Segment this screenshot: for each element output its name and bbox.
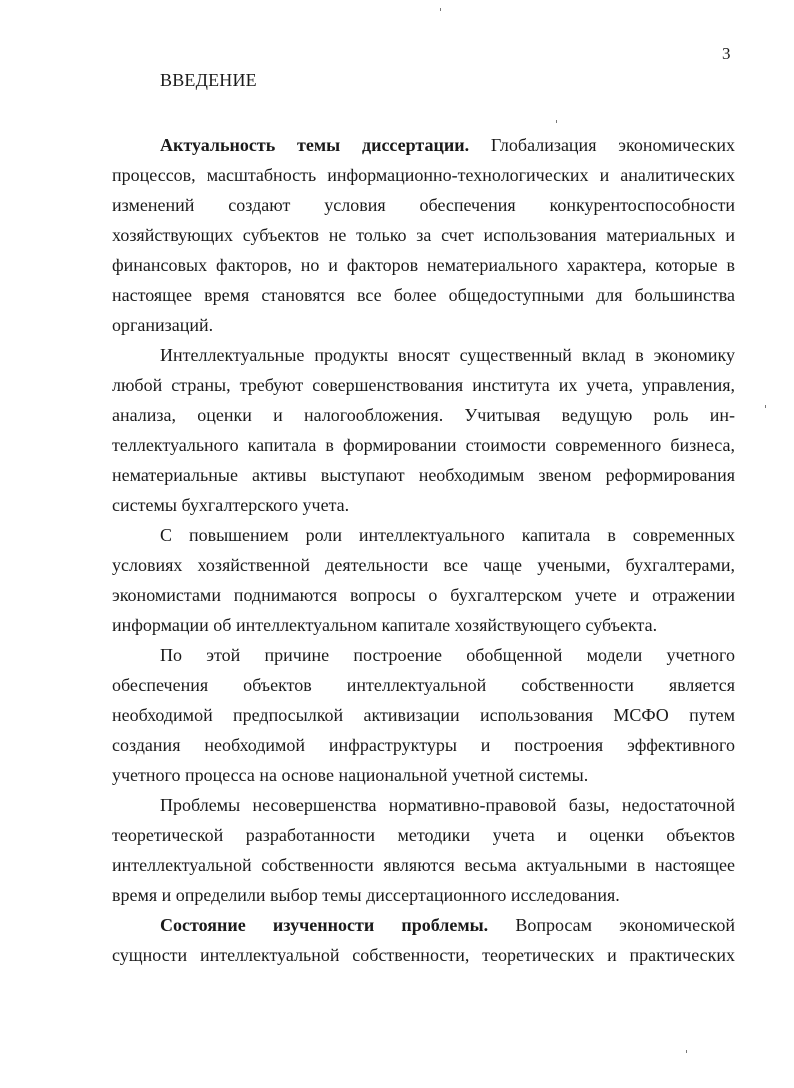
line-text: настоящее время становятся все более общедоступными для большинства	[112, 285, 735, 305]
text-line	[112, 550, 735, 580]
line-text: По этой причине построение обобщенной модели учетного	[160, 645, 735, 665]
line-text: анализа, оценки и налогообложения. Учитывая ведущую роль ин-	[112, 405, 735, 425]
text-line	[112, 700, 735, 730]
line-text: изменений создают условия обеспечения конкурентоспособности	[112, 195, 735, 215]
line-text: сущности интеллектуальной собственности, теоретических и практических	[112, 945, 735, 965]
text-line	[112, 190, 735, 220]
line-text: экономистами поднимаются вопросы о бухгалтерском учете и отражении	[112, 585, 735, 605]
scan-speck	[686, 1050, 687, 1053]
text-line	[112, 640, 735, 670]
line-text: время и определили выбор темы диссертационного исследования.	[112, 885, 620, 905]
text-line	[112, 250, 735, 280]
line-text: интеллектуальной собственности являются весьма актуальными в настоящее	[112, 855, 735, 875]
scan-speck	[765, 405, 766, 408]
text-line	[112, 460, 735, 490]
bold-lead: Состояние изученности проблемы.	[160, 915, 489, 935]
line-text: процессов, масштабность информационно-технологических и аналитических	[112, 165, 735, 185]
text-line	[112, 310, 735, 340]
text-line	[112, 130, 735, 160]
paragraph	[112, 910, 735, 970]
text-line	[112, 760, 735, 790]
paragraph	[112, 340, 735, 520]
text-line	[112, 340, 735, 370]
line-text: системы бухгалтерского учета.	[112, 495, 350, 515]
line-text: Проблемы несовершенства нормативно-правовой базы, недостаточной	[160, 795, 735, 815]
document-body	[112, 130, 735, 970]
text-line	[112, 280, 735, 310]
page-number: 3	[722, 44, 731, 63]
scan-speck	[556, 120, 557, 123]
text-line	[112, 400, 735, 430]
text-line	[112, 520, 735, 550]
line-text: условиях хозяйственной деятельности все чаще учеными, бухгалтерами,	[112, 555, 735, 575]
line-text: хозяйствующих субъектов не только за счет использования материальных и	[112, 225, 735, 245]
line-text: Вопросам экономической	[488, 915, 735, 935]
line-text: Интеллектуальные продукты вносят существенный вклад в экономику	[160, 345, 735, 365]
text-line	[112, 610, 735, 640]
text-line	[112, 160, 735, 190]
paragraph	[112, 130, 735, 340]
paragraph	[112, 640, 735, 790]
line-text: теллектуального капитала в формировании стоимости современного бизнеса,	[112, 435, 735, 455]
paragraph	[112, 790, 735, 910]
line-text: учетного процесса на основе национальной учетной системы.	[112, 765, 589, 785]
line-text: создания необходимой инфраструктуры и построения эффективного	[112, 735, 735, 755]
paragraph	[112, 520, 735, 640]
line-text: теоретической разработанности методики учета и оценки объектов	[112, 825, 735, 845]
line-text: финансовых факторов, но и факторов нематериального характера, которые в	[112, 255, 735, 275]
text-line	[112, 490, 735, 520]
text-line	[112, 880, 735, 910]
text-line	[112, 790, 735, 820]
text-line	[112, 820, 735, 850]
text-line	[112, 430, 735, 460]
line-text: любой страны, требуют совершенствования института их учета, управления,	[112, 375, 735, 395]
text-line	[112, 910, 735, 940]
line-text: С повышением роли интеллектуального капитала в современных	[160, 525, 735, 545]
scan-speck	[440, 8, 441, 11]
text-line	[112, 850, 735, 880]
line-text: организаций.	[112, 315, 214, 335]
line-text: обеспечения объектов интеллектуальной собственности является	[112, 675, 735, 695]
text-line	[112, 670, 735, 700]
line-text: Глобализация экономических	[469, 135, 735, 155]
text-line	[112, 580, 735, 610]
bold-lead: Актуальность темы диссертации.	[160, 135, 470, 155]
text-line	[112, 730, 735, 760]
section-heading: ВВЕДЕНИЕ	[160, 70, 257, 90]
text-line	[112, 940, 735, 970]
line-text: нематериальные активы выступают необходимым звеном реформирования	[112, 465, 735, 485]
text-line	[112, 220, 735, 250]
line-text: необходимой предпосылкой активизации использования МСФО путем	[112, 705, 735, 725]
text-line	[112, 370, 735, 400]
line-text: информации об интеллектуальном капитале хозяйствующего субъекта.	[112, 615, 658, 635]
